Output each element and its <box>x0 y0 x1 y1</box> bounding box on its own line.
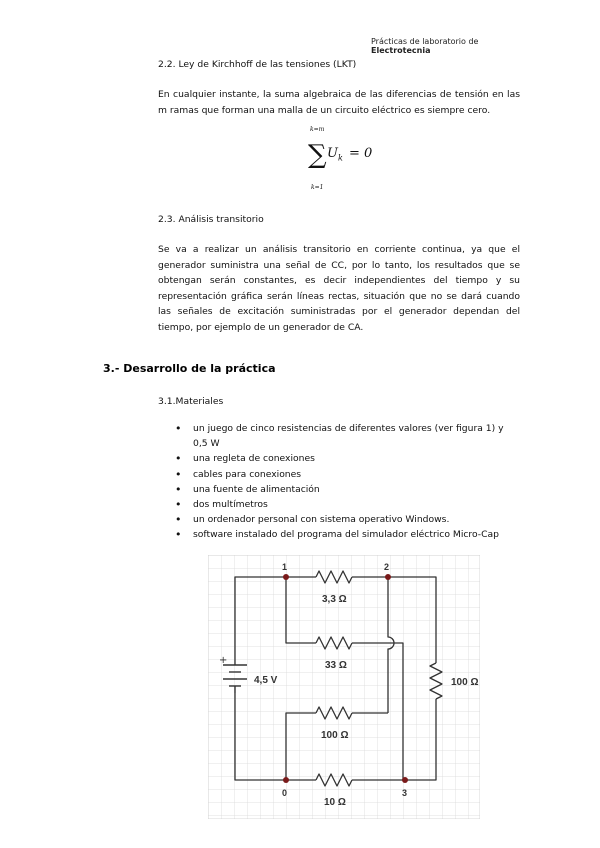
section-3-heading: 3.- Desarrollo de la práctica <box>103 362 276 375</box>
resistor-label-100-middle: 100 Ω <box>321 730 349 741</box>
list-item: • un ordenador personal con sistema operativo Windows. <box>175 512 515 527</box>
sum-lower-limit: k=1 <box>311 184 324 191</box>
equation-rhs: = 0 <box>348 146 373 161</box>
equation-term <box>327 146 372 163</box>
battery-plus-sign: + <box>219 655 228 666</box>
equation-subscript: k <box>337 153 343 163</box>
list-item: • software instalado del programa del simulador eléctrico Micro-Cap <box>175 527 515 542</box>
node-label-2: 2 <box>384 562 390 572</box>
list-item: • cables para conexiones <box>175 467 515 482</box>
node-3-dot <box>402 777 408 783</box>
list-item: • un juego de cinco resistencias de diferentes valores (ver figura 1) y 0,5 W <box>175 421 515 451</box>
list-item: • una fuente de alimentación <box>175 482 515 497</box>
header-line-1: Prácticas de laboratorio de <box>371 37 479 46</box>
equation-variable: U <box>327 146 338 161</box>
list-item: • una regleta de conexiones <box>175 451 515 466</box>
resistor-label-3-3: 3,3 Ω <box>322 594 347 605</box>
resistor-label-33: 33 Ω <box>325 660 347 671</box>
sum-symbol: ∑ <box>308 140 327 170</box>
materials-subtitle: 3.1.Materiales <box>158 396 224 407</box>
materials-list <box>175 421 515 543</box>
resistor-label-100-right: 100 Ω <box>451 677 479 688</box>
node-label-1: 1 <box>282 562 288 572</box>
node-0-dot <box>283 777 289 783</box>
circuit-diagram <box>208 555 480 819</box>
list-item: • dos multímetros <box>175 497 515 512</box>
resistor-label-10: 10 Ω <box>324 797 346 808</box>
header-line-2: Electrotecnia <box>371 46 431 55</box>
node-label-0: 0 <box>282 788 288 798</box>
node-label-3: 3 <box>402 788 408 798</box>
section-2-2-paragraph: En cualquier instante, la suma algebraica de las diferencias de tensión en las m ramas que forman una malla de un circuito eléctrico es siempre cero. <box>158 89 520 116</box>
sum-upper-limit: k=m <box>310 126 325 133</box>
node-1-dot <box>283 574 289 580</box>
section-2-3-paragraph: Se va a realizar un análisis transitorio en corriente continua, ya que el generador suministra una señal de CC, por lo tanto, los resultados que se obtengan serán constantes, es decir independientes del tiempo y su representación gráfica serán líneas rectas, situación que no se dará cuando las señales de excitación suministradas por el generador dependan del tiempo, por ejemplo de un generador de CA. <box>158 244 520 333</box>
section-2-2-title: 2.2. Ley de Kirchhoff de las tensiones (LKT) <box>158 59 357 70</box>
source-label: 4,5 V <box>254 675 278 686</box>
page-header <box>371 37 478 55</box>
section-2-3-title: 2.3. Análisis transitorio <box>158 214 264 225</box>
node-2-dot <box>385 574 391 580</box>
